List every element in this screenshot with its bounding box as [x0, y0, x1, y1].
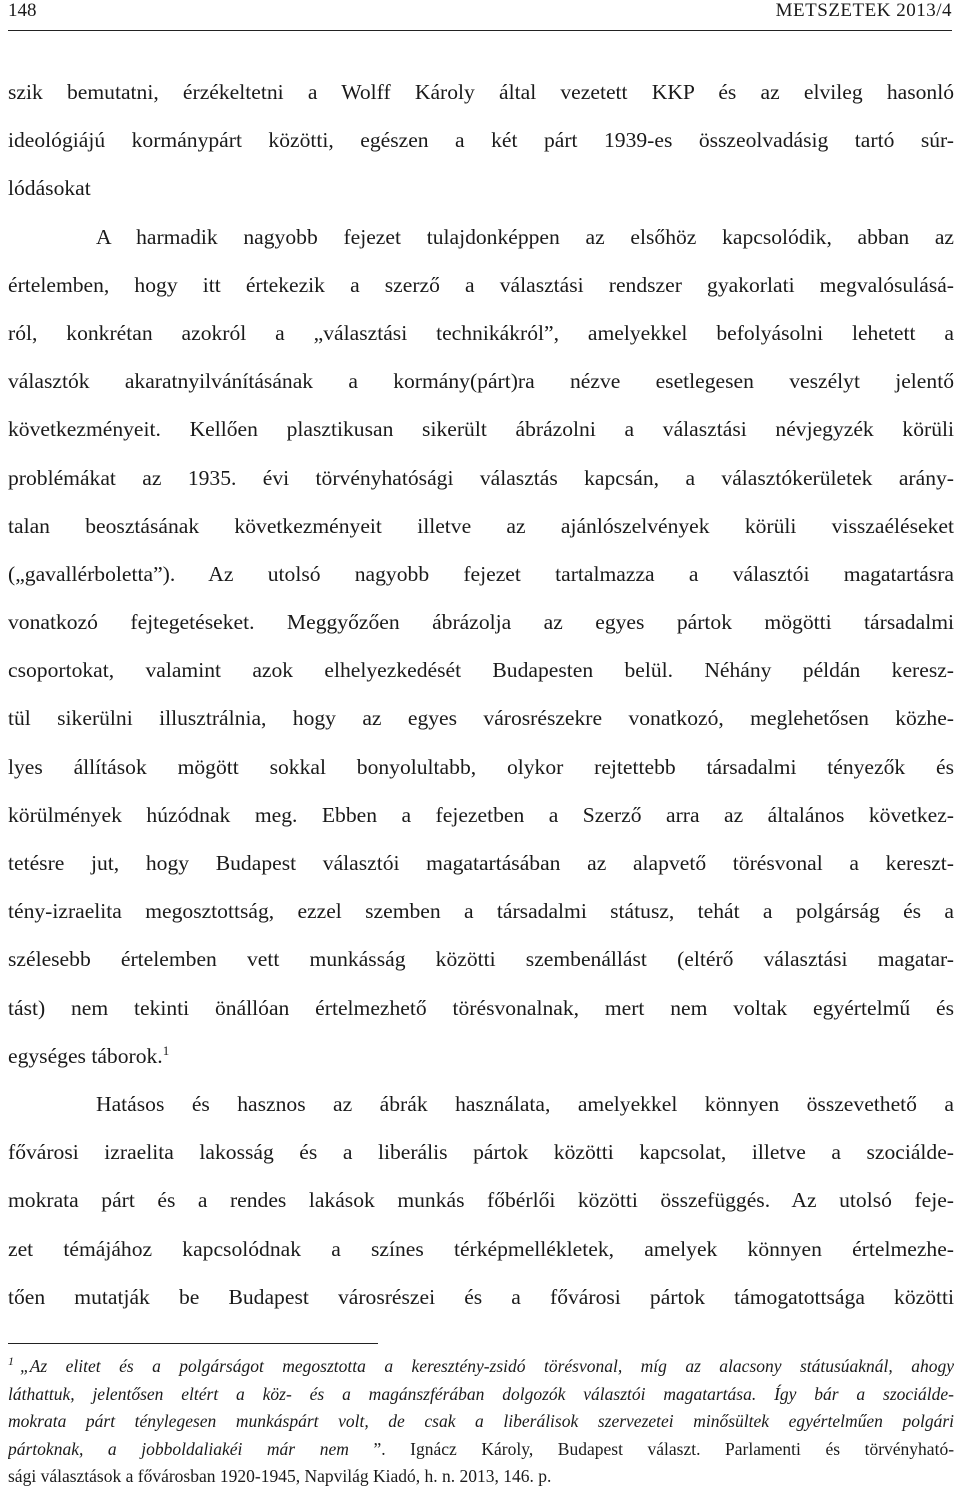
footnote-reference[interactable]: 1	[162, 1042, 170, 1058]
text-line: A harmadik nagyobb fejezet tulajdonképpen az elsőhöz kapcsolódik, abban az	[96, 224, 954, 249]
text-line: tetésre jut, hogy Budapest választói magatartásában az alapvető törésvonal a kereszt-	[8, 851, 954, 875]
footnote	[8, 1353, 954, 1491]
text-line: körülmények húzódnak meg. Ebben a fejezetben a Szerző arra az általános következ-	[8, 802, 954, 827]
footnote-separator	[8, 1343, 378, 1344]
footnote-line: láthattuk, jelentősen eltért a köz- és a magánszférában dolgozók választói magatartása. Így bár a szociálde-	[8, 1383, 954, 1404]
footnote-number: 1	[8, 1354, 14, 1368]
footnote-line	[8, 1353, 954, 1381]
text-line	[8, 1032, 954, 1080]
text-line: tény-izraelita megosztottság, ezzel szemben a társadalmi státusz, tehát a polgárság és a	[8, 899, 954, 924]
page-number: 148	[8, 0, 37, 21]
text-line: lyes állítások mögött sokkal bonyolultabb, olykor rejtettebb társadalmi tényezők és	[8, 754, 954, 779]
text-line: talan beosztásának következményeit illetve az ajánlószelvények körüli visszaéléseket	[8, 513, 954, 538]
text-line: tően mutatják be Budapest városrészei és a fővárosi pártok támogatottsága közötti	[8, 1284, 954, 1309]
text-line: zet témájához kapcsolódnak a színes térképmellékletek, amelyek könnyen értelmezhe-	[8, 1236, 954, 1261]
text-line: problémákat az 1935. évi törvényhatósági választás kapcsán, a választókerületek arány-	[8, 465, 954, 490]
text-line: tül sikerülni illusztrálnia, hogy az egyes városrészekre vonatkozó, meglehetősen közhe-	[8, 706, 954, 731]
footnote-text: ”. Ignácz Károly, Budapest választ. Parlamenti és törvényható-	[373, 1438, 954, 1459]
text-line: választók akaratnyilvánításának a kormány(párt)ra nézve esetlegesen veszélyt jelentő	[8, 369, 954, 394]
page-header	[8, 0, 952, 31]
text-line: Hatásos és hasznos az ábrák használata, amelyekkel könnyen összevethető a	[96, 1091, 954, 1116]
text-line: szélesebb értelemben vett munkásság közötti szembenállást (eltérő választási magatar-	[8, 947, 954, 972]
text-line: lódásokat	[8, 176, 91, 201]
text-line: értelemben, hogy itt értekezik a szerző a választási rendszer gyakorlati megvalósulásá-	[8, 272, 954, 297]
text-line: mokrata párt és a rendes lakások munkás főbérlői közötti összefüggés. Az utolsó feje-	[8, 1188, 954, 1213]
text-line: ról, konkrétan azokról a „választási technikákról”, amelyekkel befolyásolni lehetett a	[8, 320, 954, 345]
footnote-text-italic: pártoknak, a jobboldaliakéi már nem	[8, 1438, 349, 1459]
text-line: szik bemutatni, érzékeltetni a Wolff Károly által vezetett KKP és az elvileg hasonló	[8, 80, 954, 104]
text-line: tást) nem tekinti önállóan értelmezhető törésvonalnak, mert nem voltak egyértelmű és	[8, 995, 954, 1020]
footnote-line: mokrata párt ténylegesen munkáspárt volt, de csak a liberálisok szervezetei minősültek egyértelműen polgári	[8, 1411, 954, 1431]
text-line: ideológiájú kormánypárt közötti, egészen a két párt 1939-es összeolvadásig tartó súr-	[8, 128, 954, 153]
body-text	[8, 68, 954, 1321]
text-line: vonatkozó fejtegetéseket. Meggyőzően ábrázolja az egyes pártok mögötti társadalmi	[8, 610, 954, 635]
text-line-content: egységes táborok.	[8, 1043, 163, 1068]
text-line: fővárosi izraelita lakosság és a liberális pártok közötti kapcsolat, illetve a szociálde-	[8, 1140, 954, 1165]
text-line: következményeit. Kellően plasztikusan sikerült ábrázolni a választási névjegyzék körüli	[8, 417, 954, 442]
text-line: („gavallérboletta”). Az utolsó nagyobb fejezet tartalmazza a választói magatartásra	[8, 561, 954, 586]
running-title: METSZETEK 2013/4	[775, 0, 952, 21]
footnote-text: „Az elitet és a polgárságot megosztotta a keresztény-zsidó törésvonal, míg az alacsony státusúaknál, ahogy	[20, 1356, 954, 1376]
footnote-line: sági választások a fővárosban 1920-1945, Napvilág Kiadó, h. n. 2013, 146. p.	[8, 1466, 552, 1486]
text-line: csoportokat, valamint azok elhelyezkedését Budapesten belül. Néhány példán keresz-	[8, 658, 954, 683]
footnote-line	[8, 1436, 954, 1464]
